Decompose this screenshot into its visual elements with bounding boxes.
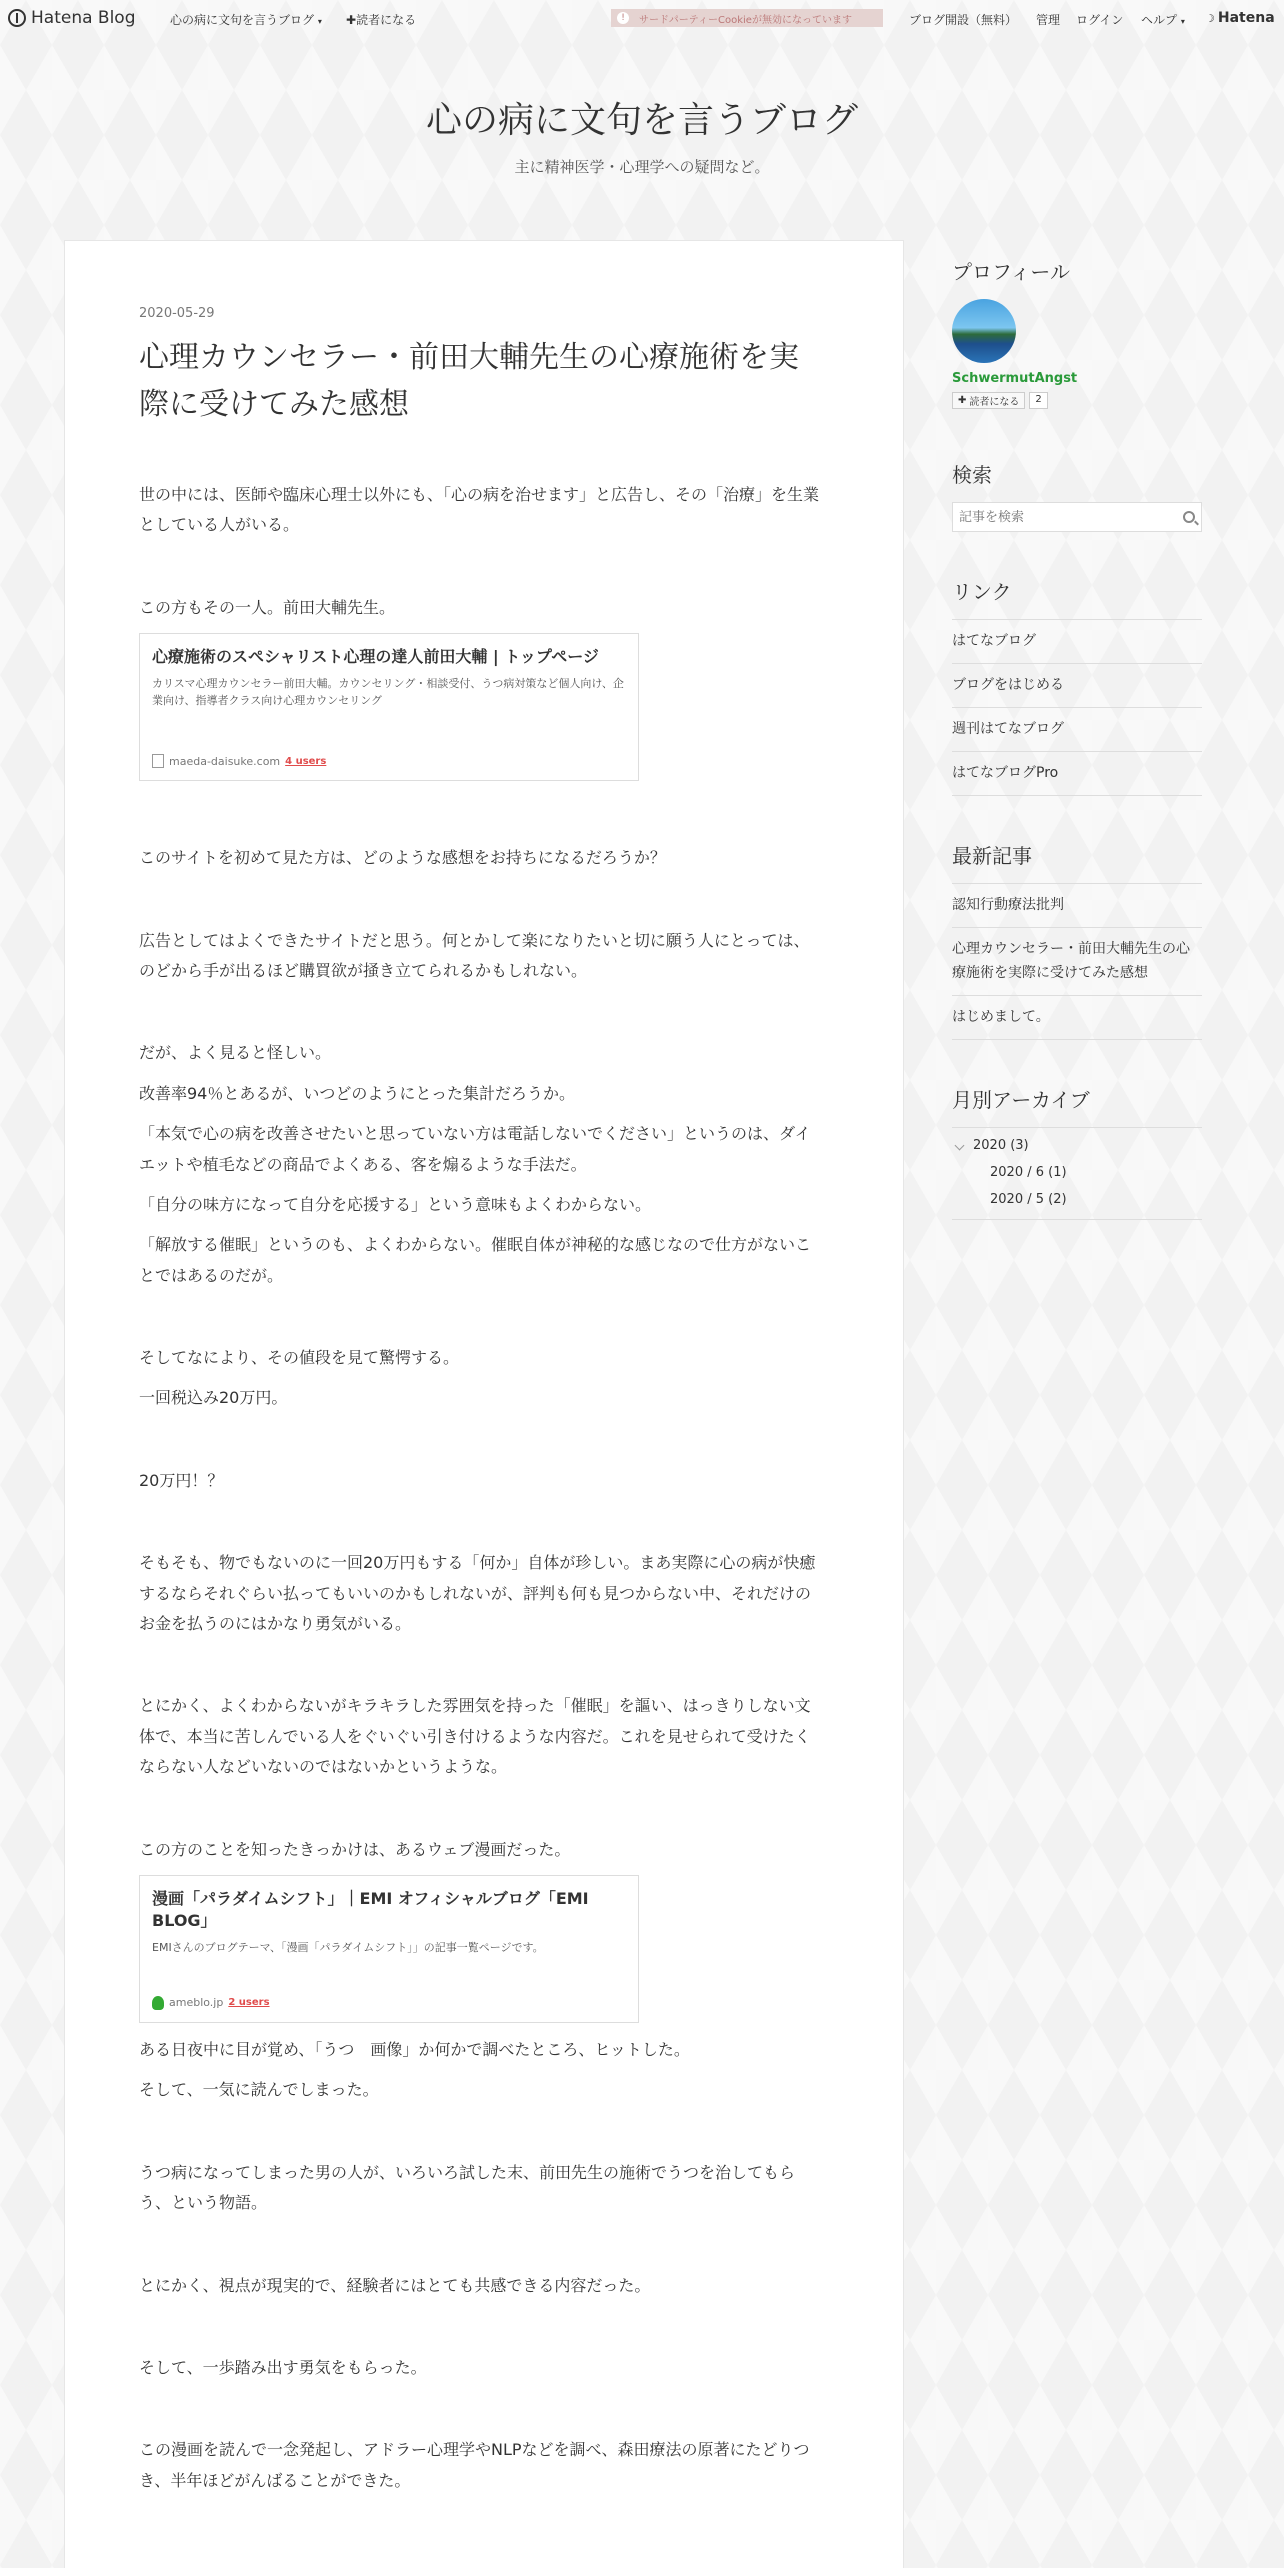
- recent-entry[interactable]: 心理カウンセラー・前田大輔先生の心療施術を実際に受けてみた感想: [952, 928, 1202, 995]
- paragraph: とにかく、よくわからないがキラキラした雰囲気を持った「催眠」を謳い、はっきりしない文体で、本当に苦しんでいる人をぐいぐい引き付けるような内容だ。これを見せられて受けたくならない人などいないのではないかというような。: [139, 1696, 811, 1777]
- cookie-notice[interactable]: [611, 9, 883, 27]
- follow-button[interactable]: [346, 11, 416, 28]
- entry-body: [139, 480, 819, 2496]
- help-menu[interactable]: [1141, 11, 1185, 28]
- archive-year[interactable]: [952, 1138, 1202, 1153]
- paragraph: 20万円！？: [139, 1470, 224, 1490]
- plus-icon: ✚: [346, 13, 357, 27]
- profile-name[interactable]: SchwermutAngst: [952, 371, 1078, 386]
- info-icon: !: [617, 12, 629, 24]
- paragraph: 「解放する催眠」というのも、よくわからない。催眠自体が神秘的な感じなので仕方がないことではあるのだが。: [139, 1235, 812, 1285]
- link-item[interactable]: はてなブログPro: [952, 752, 1202, 796]
- subscribe-label: 読者になる: [969, 397, 1020, 408]
- link-card-footer: [152, 754, 326, 768]
- links-heading: リンク: [952, 580, 1012, 604]
- hatena-blog-logo[interactable]: [8, 8, 136, 28]
- paragraph: 一回税込み20万円。: [139, 1388, 288, 1408]
- link-card-footer: [152, 1996, 270, 2010]
- recent-list: [952, 883, 1202, 1039]
- plus-icon: ✚: [958, 395, 967, 406]
- reader-row: [952, 392, 1202, 409]
- paragraph: 「自分の味方になって自分を応援する」という意味もよくわからない。: [139, 1194, 652, 1214]
- caret-down-icon: ▾: [317, 17, 322, 26]
- link-card-title[interactable]: 漫画「パラダイムシフト」｜EMI オフィシャルブログ「EMI BLOG」: [152, 1888, 589, 1931]
- link-item[interactable]: 週刊はてなブログ: [952, 708, 1202, 752]
- search-icon[interactable]: [1183, 511, 1195, 523]
- paragraph: そして、一気に読んでしまった。: [139, 2080, 379, 2100]
- archive-month[interactable]: 2020 / 5 (2): [990, 1191, 1067, 1207]
- subscribe-button[interactable]: [952, 392, 1025, 409]
- paragraph: この方もその一人。前田大輔先生。: [139, 597, 396, 617]
- paragraph: そして、一歩踏み出す勇気をもらった。: [139, 2357, 427, 2377]
- paragraph: 広告としてはよくできたサイトだと思う。何とかして楽になりたいと切に願う人にとっては、のどから手が出るほど購買欲が掻き立てられるかもしれない。: [139, 930, 810, 980]
- link-item[interactable]: はてなブログ: [952, 620, 1202, 664]
- recent-heading: 最新記事: [952, 844, 1032, 869]
- bookmark-users[interactable]: 2 users: [228, 1997, 270, 2009]
- link-card-description: カリスマ心理カウンセラー前田大輔。カウンセリング・相談受付、うつ病対策など個人向け、企業向け、指導者クラス向け心理カウンセリング: [152, 676, 624, 708]
- search-heading: 検索: [952, 463, 992, 487]
- global-header: [0, 0, 1284, 37]
- entry-title[interactable]: 心理カウンセラー・前田大輔先生の心療施術を実際に受けてみた感想: [139, 340, 799, 422]
- follow-label: 読者になる: [356, 13, 417, 27]
- paragraph: 改善率94％とあるが、いつどのようにとった集計だろうか。: [139, 1083, 576, 1103]
- blog-menu-button[interactable]: [170, 11, 322, 28]
- archive-month[interactable]: 2020 / 6 (1): [990, 1164, 1067, 1180]
- link-item[interactable]: ブログをはじめる: [952, 664, 1202, 708]
- avatar[interactable]: [952, 299, 1016, 363]
- hatena-logo-icon: [8, 9, 26, 27]
- chevron-down-icon[interactable]: [955, 1140, 965, 1150]
- paragraph: このサイトを初めて見た方は、どのような感想をお持ちになるだろうか？: [139, 848, 666, 868]
- open-blog-link[interactable]: ブログ開設（無料）: [909, 13, 1018, 27]
- search-box: [952, 502, 1202, 532]
- archive-list: [952, 1127, 1202, 1220]
- ameba-icon: [152, 1996, 164, 2010]
- blog-title[interactable]: 心の病に文句を言うブログ: [425, 100, 858, 141]
- cookie-notice-text: サードパーティーCookieが無効になっています: [639, 14, 852, 26]
- entry-date[interactable]: 2020-05-29: [139, 306, 215, 321]
- hatena-menu[interactable]: [1205, 10, 1275, 26]
- login-link[interactable]: ログイン: [1076, 13, 1124, 27]
- link-card-domain[interactable]: maeda-daisuke.com: [169, 754, 281, 768]
- caret-down-icon: ▾: [1180, 17, 1185, 26]
- bookmark-users[interactable]: 4 users: [285, 755, 327, 767]
- paragraph: そもそも、物でもないのに一回20万円もする「何か」自体が珍しい。まあ実際に心の病が快癒するならそれぐらい払ってもいいのかもしれないが、評判も何も見つからない中、それだけのお金を払うのにはかなり勇気がいる。: [139, 1553, 816, 1634]
- link-card[interactable]: [139, 1875, 639, 2023]
- link-card-domain[interactable]: ameblo.jp: [169, 1996, 224, 2010]
- profile-heading: プロフィール: [952, 260, 1070, 284]
- hatena-label: Hatena: [1217, 10, 1275, 26]
- sidebar: [952, 256, 1202, 1220]
- help-label: ヘルプ: [1141, 13, 1178, 27]
- blog-description: 主に精神医学・心理学への疑問など。: [514, 158, 770, 176]
- paragraph: 世の中には、医師や臨床心理士以外にも、「心の病を治せます」と広告し、その「治療」を生業としている人がいる。: [139, 485, 820, 535]
- paragraph: 「本気で心の病を改善させたいと思っていない方は電話しないでください」というのは、ダイエットや植毛などの商品でよくある、客を煽るような手法だ。: [139, 1124, 811, 1174]
- reader-count[interactable]: 2: [1029, 392, 1047, 409]
- link-card-description: EMIさんのブログテーマ、「漫画「パラダイムシフト」」の記事一覧ページです。: [152, 1940, 544, 1954]
- paragraph: そしてなにより、その値段を見て驚愕する。: [139, 1348, 460, 1368]
- paragraph: とにかく、視点が現実的で、経験者にはとても共感できる内容だった。: [139, 2275, 651, 2295]
- blog-menu-label: 心の病に文句を言うブログ: [170, 13, 315, 27]
- recent-entry[interactable]: はじめまして。: [952, 996, 1202, 1040]
- archive-heading: 月別アーカイブ: [952, 1087, 1090, 1112]
- paragraph: だが、よく見ると怪しい。: [139, 1043, 332, 1063]
- hatena-mark-icon: ☽: [1205, 11, 1215, 25]
- paragraph: ある日夜中に目が覚め、「うつ 画像」か何かで調べたところ、ヒットした。: [139, 2039, 690, 2059]
- links-list: [952, 619, 1202, 796]
- admin-link[interactable]: 管理: [1036, 13, 1061, 27]
- recent-entry[interactable]: 認知行動療法批判: [952, 884, 1202, 928]
- paragraph: この方のことを知ったきっかけは、あるウェブ漫画だった。: [139, 1839, 571, 1859]
- archive-year-label[interactable]: 2020 (3): [973, 1137, 1029, 1153]
- article: [139, 306, 819, 2506]
- main-content: [64, 240, 904, 2568]
- paragraph: この漫画を読んで一念発起し、アドラー心理学やNLPなどを調べ、森田療法の原著にたどりつき、半年ほどがんばることができた。: [139, 2440, 810, 2490]
- link-card[interactable]: [139, 633, 639, 781]
- search-input[interactable]: [959, 510, 1159, 525]
- link-card-title[interactable]: 心療施術のスペシャリスト心理の達人前田大輔 | トップページ: [152, 647, 599, 667]
- logo-text: Hatena Blog: [31, 8, 136, 28]
- paragraph: うつ病になってしまった男の人が、いろいろ試した末、前田先生の施術でうつを治してもらう、という物語。: [139, 2162, 796, 2213]
- page-icon: [152, 754, 164, 768]
